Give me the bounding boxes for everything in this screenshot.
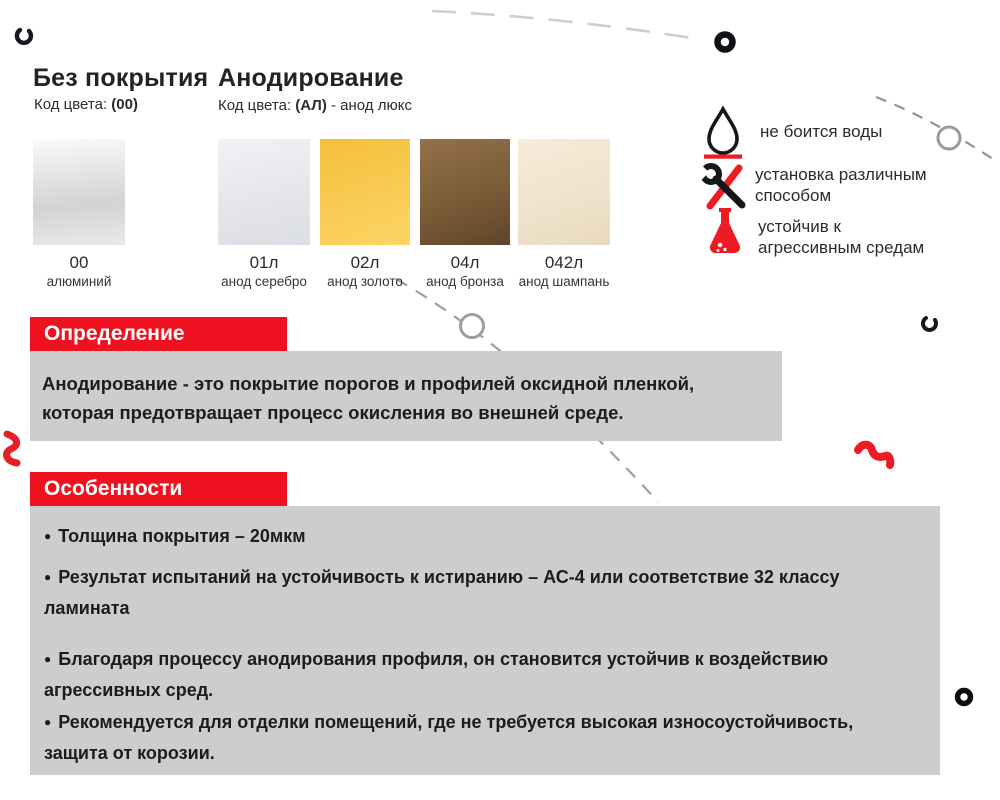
comma-arc-top-left xyxy=(17,30,31,43)
swatch-code: 01л xyxy=(249,253,279,272)
no-coating-code-line xyxy=(34,96,138,113)
swatch-name: анод шампань xyxy=(518,274,610,289)
swatch-name: анод золото xyxy=(327,274,403,289)
swatch-code: 04л xyxy=(450,253,480,272)
circle-node-middle xyxy=(461,315,484,338)
swatch-name: анод бронза xyxy=(426,274,504,289)
swatch-code: 00 xyxy=(69,253,89,272)
swatch-04l xyxy=(420,139,510,289)
color-chip-bronze xyxy=(420,139,510,245)
red-squiggle-right xyxy=(858,445,890,465)
swatch-00 xyxy=(33,139,125,289)
definition-body: Анодирование - это покрытие порогов и профилей оксидной пленкой, которая предотвращает процесс окисления во внешней среде. xyxy=(42,373,695,423)
anodizing-code-line xyxy=(218,97,412,114)
color-chip-silver xyxy=(218,139,310,245)
code-label: Код цвета: xyxy=(218,97,296,114)
feature-bullet: ● Толщина покрытия – 20мкм xyxy=(44,521,914,552)
color-chip-champagne xyxy=(518,139,610,245)
feature-bullet: ● Благодаря процессу анодирования профиля, он становится устойчив к воздействию агрессивных сред. xyxy=(44,644,914,706)
ring-icon-bottom-right xyxy=(958,691,971,704)
swatch-02l xyxy=(320,139,410,289)
code-value: (АЛ) xyxy=(295,97,327,114)
feature-label-aggressive: устойчив к агрессивным средам xyxy=(758,217,925,258)
feature-bullet: ● Рекомендуется для отделки помещений, где не требуется высокая износоустойчивость, защита от корозии. xyxy=(44,707,914,769)
code-value: (00) xyxy=(111,96,138,113)
feature-bullet: ● Результат испытаний на устойчивость к истиранию – АС-4 или соответствие 32 классу ламината xyxy=(44,562,914,624)
feature-label-water: не боится воды xyxy=(760,122,883,141)
ring-icon-top xyxy=(718,35,733,50)
swatch-name: алюминий xyxy=(46,274,112,289)
code-label: Код цвета: xyxy=(34,96,112,113)
swatch-name: анод серебро xyxy=(221,274,307,289)
comma-arc-middle-right xyxy=(923,318,936,330)
flask-icon xyxy=(706,206,744,256)
dashed-line-top xyxy=(432,11,698,39)
swatch-01l xyxy=(218,139,310,289)
color-chip-gold xyxy=(320,139,410,245)
no-coating-title: Без покрытия xyxy=(33,64,209,92)
red-squiggle-left xyxy=(6,434,17,463)
feature-label-install: установка различным способом xyxy=(755,165,927,206)
swatch-code: 02л xyxy=(350,253,380,272)
features-header: Особенности xyxy=(30,472,287,506)
water-drop-icon xyxy=(703,106,743,159)
anodizing-title: Анодирование xyxy=(218,64,404,92)
swatch-code: 042л xyxy=(544,253,584,272)
definition-header: Определение xyxy=(30,317,287,351)
color-chip-aluminium xyxy=(33,139,125,245)
swatch-042l xyxy=(518,139,610,289)
code-suffix: - анод люкс xyxy=(326,97,412,114)
